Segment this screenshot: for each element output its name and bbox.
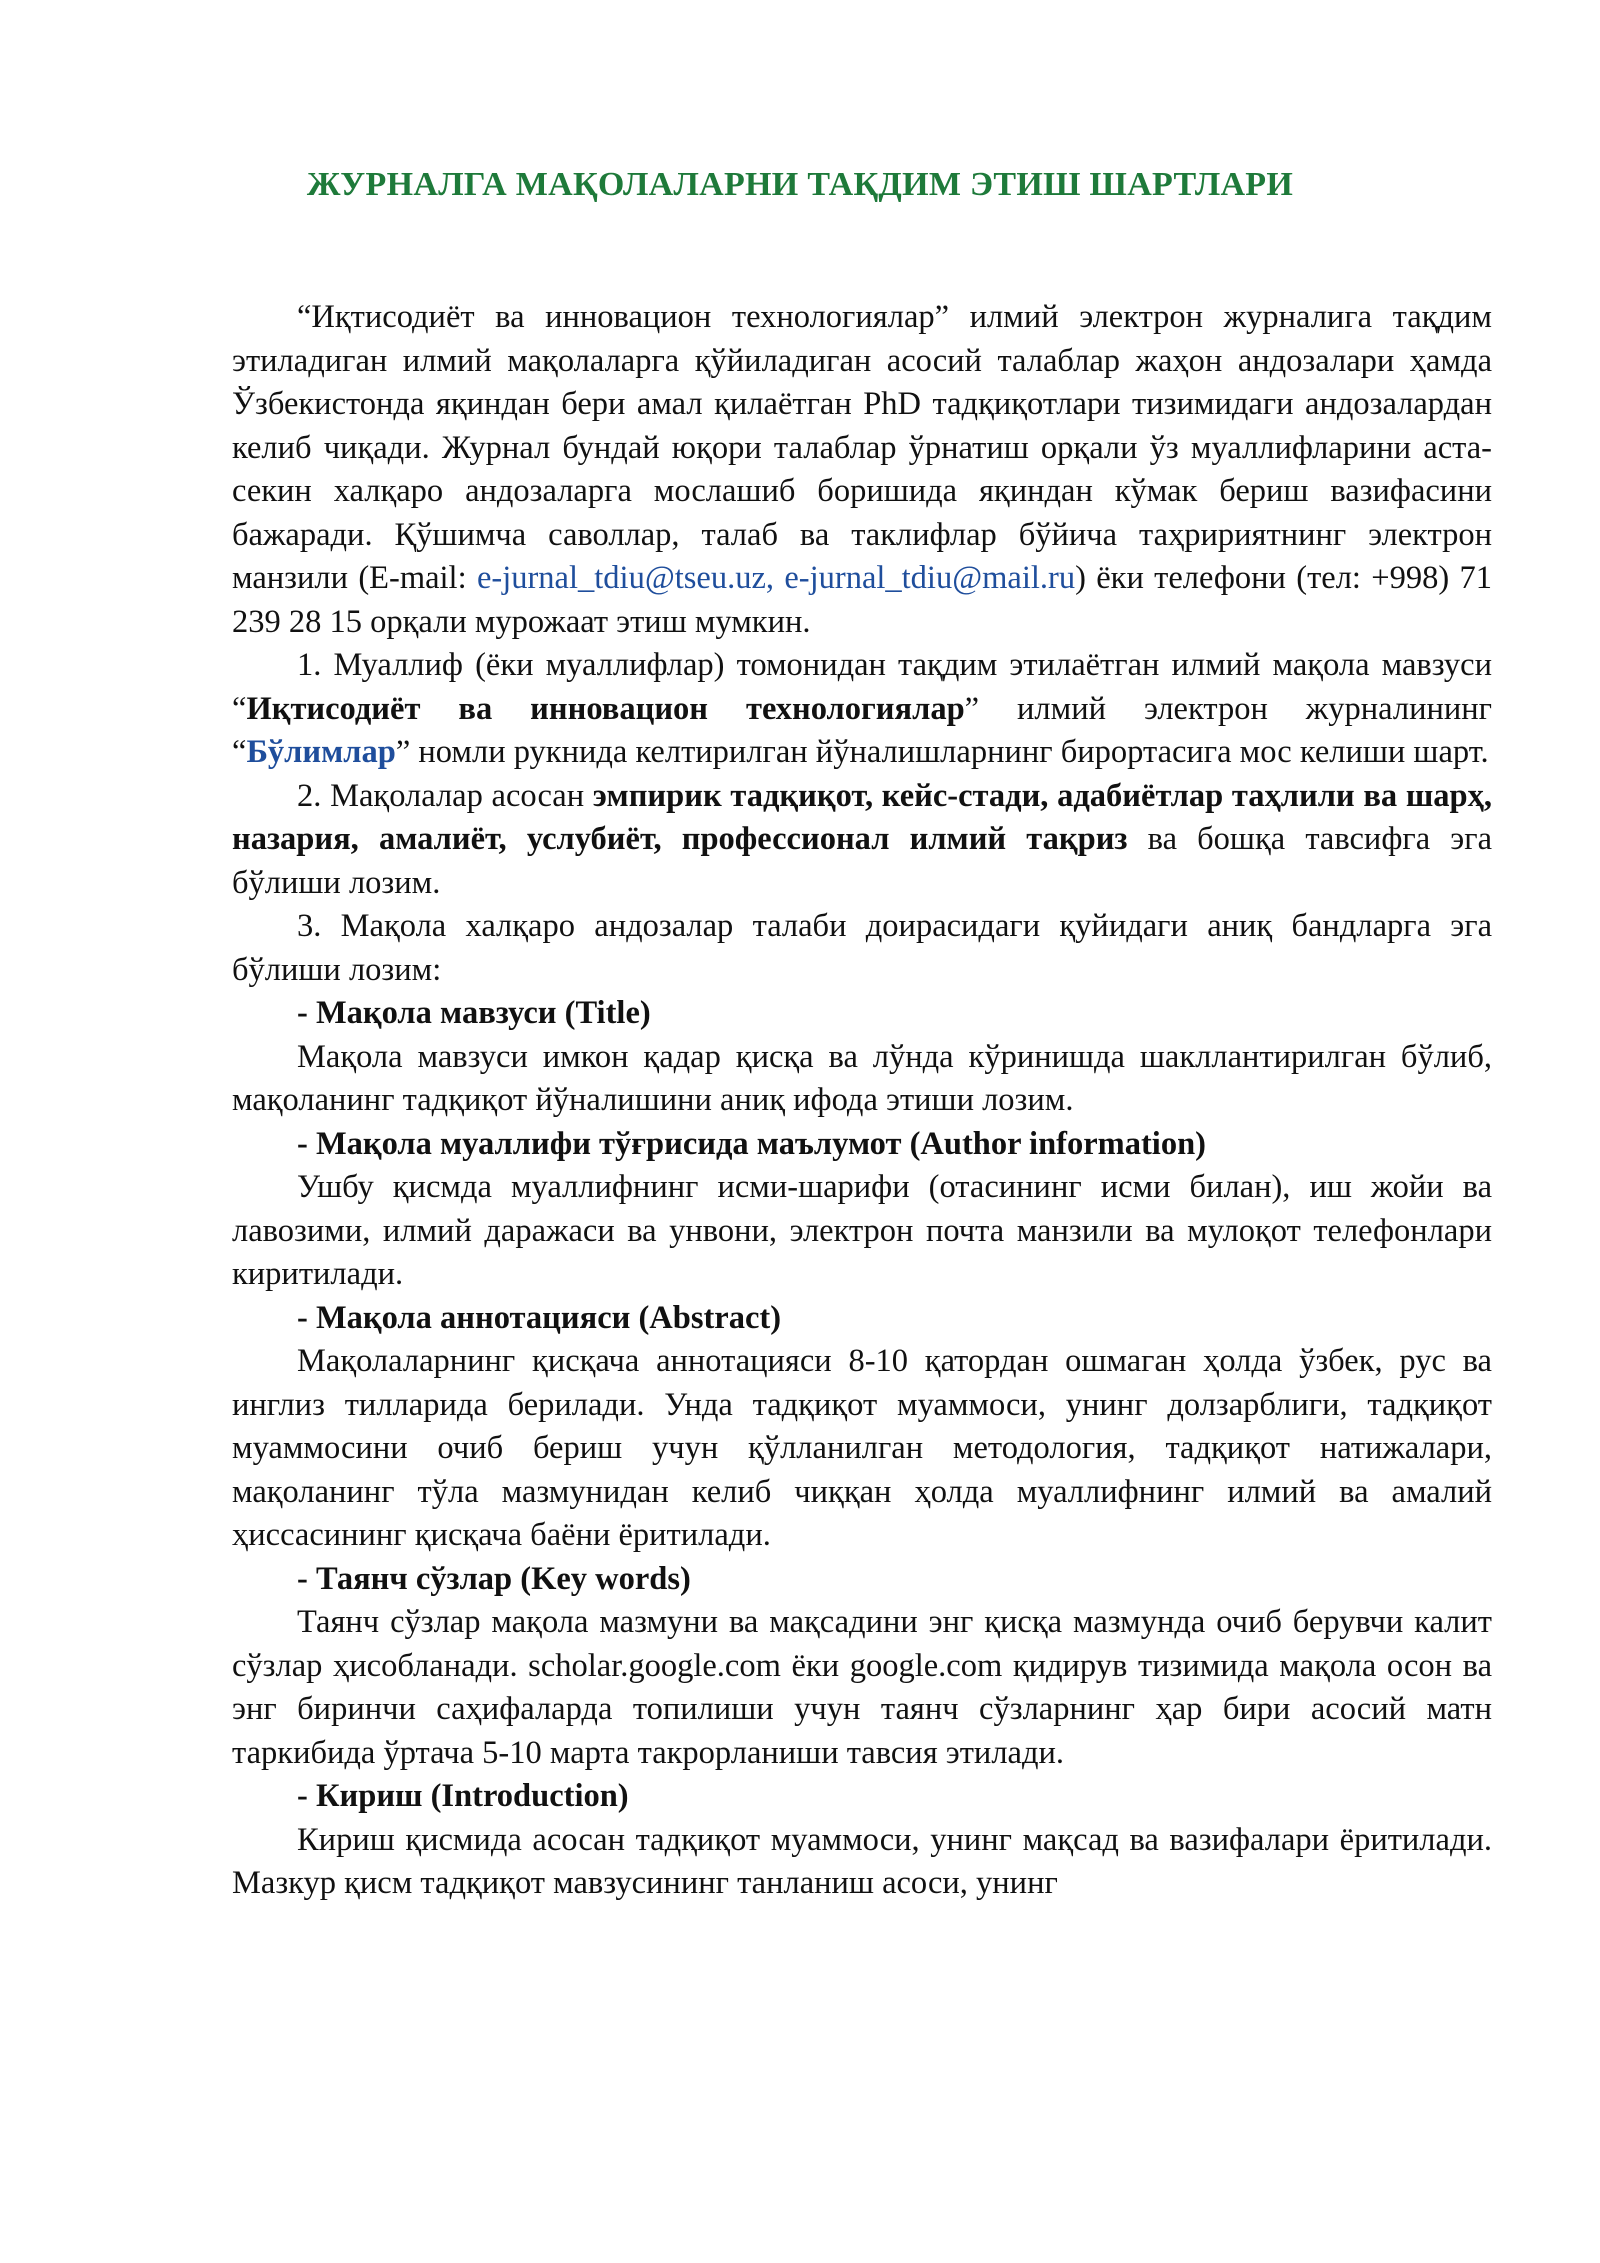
page-title: ЖУРНАЛГА МАҚОЛАЛАРНИ ТАҚДИМ ЭТИШ ШАРТЛАРИ	[306, 166, 1294, 203]
section-heading-keywords: - Таянч сўзлар (Key words)	[297, 1560, 691, 1597]
requirement-item-2	[232, 775, 1492, 906]
item1-text-mid: ” илмий электрон журналининг “	[232, 690, 1492, 770]
intro-text-end: ) ёки телефони (тел: +998) 71 239 28 15 орқали мурожаат этиш мумкин.	[232, 560, 1493, 640]
email-links[interactable]: e-jurnal_tdiu@tseu.uz, e-jurnal_tdiu@mail.ru	[476, 560, 1076, 596]
article-types: эмпирик тадқиқот, кейс-стади, адабиётлар таҳлили ва шарҳ, назария, амалиёт, услубиёт, профессионал илмий тақриз	[232, 777, 1492, 857]
section-text-title: Мақола мавзуси имкон қадар қисқа ва лўнда кўринишда шакллантирилган бўлиб, мақоланинг тадқиқот йўналишини аниқ ифода этиши лозим.	[232, 1038, 1492, 1118]
journal-name: Иқтисодиёт ва инновацион технологиялар	[246, 690, 965, 727]
sections-link[interactable]: Бўлимлар	[246, 734, 396, 770]
item2-text: 2. Мақолалар асосан	[297, 777, 593, 814]
section-heading-author: - Мақола муаллифи тўғрисида маълумот (Author information)	[297, 1125, 1206, 1162]
section-text-keywords: Таянч сўзлар мақола мазмуни ва мақсадини энг қисқа мазмунда очиб берувчи калит сўзлар ҳисобланади. scholar.google.com ёки google.com қидирув тизимида мақола осон ва энг биринчи саҳифаларда топилиши учун таянч сўзларнинг ҳар бири асосий матн таркибида ўртача 5-10 марта такрорланиши тавсия этилади.	[232, 1604, 1492, 1771]
section-text-introduction: Кириш қисмида асосан тадқиқот муаммоси, унинг мақсад ва вазифалари ёритилади. Мазкур қисм тадқиқот мавзусининг танланиш асоси, унинг	[232, 1821, 1492, 1901]
section-text-author: Ушбу қисмда муаллифнинг исми-шарифи (отасининг исми билан), иш жойи ва лавозими, илмий даражаси ва унвони, электрон почта манзили ва мулоқот телефонлари киритилади.	[232, 1169, 1492, 1292]
intro-paragraph	[232, 296, 1492, 644]
section-heading-title: - Мақола мавзуси (Title)	[297, 995, 651, 1031]
item2-text-end: ва бошқа тавсифга эга бўлиши лозим.	[232, 821, 1492, 901]
item1-text: 1. Муаллиф (ёки муаллифлар) томонидан тақдим этилаётган илмий мақола мавзуси “	[232, 647, 1492, 727]
section-heading-introduction: - Кириш (Introduction)	[297, 1778, 629, 1814]
requirement-item-3: 3. Мақола халқаро андозалар талаби доирасидаги қуйидаги аниқ бандларга эга бўлиши лозим:	[232, 908, 1492, 988]
requirement-item-1	[232, 644, 1492, 775]
item1-text-end: ” номли рукнида келтирилган йўналишларнинг бирортасига мос келиши шарт.	[395, 734, 1489, 770]
section-text-abstract: Мақолаларнинг қисқача аннотацияси 8-10 қатордан ошмаган ҳолда ўзбек, рус ва инглиз тилларида берилади. Унда тадқиқот муаммоси, унинг долзарблиги, тадқиқот муаммосини очиб бериш учун қўлланилган методология, тадқиқот натижалари, мақоланинг тўла мазмунидан келиб чиққан ҳолда муаллифнинг илмий ва амалий ҳиссасининг қисқача баёни ёритилади.	[232, 1343, 1492, 1553]
document-body	[232, 296, 1492, 1906]
intro-text: “Иқтисодиёт ва инновацион технологиялар” илмий электрон журналига тақдим этиладиган илмий мақолаларга қўйиладиган асосий талаблар жаҳон андозалари ҳамда Ўзбекистонда яқиндан бери амал қилаётган PhD тадқиқотлари тизимидаги андозалардан келиб чиқади. Журнал бундай юқори талаблар ўрнатиш орқали ўз муаллифларини аста-секин халқаро андозаларга мослашиб боришида яқиндан кўмак бериш вазифасини бажаради. Қўшимча саволлар, талаб ва таклифлар бўйича таҳририятнинг электрон манзили (E-mail:	[232, 299, 1492, 596]
section-heading-abstract: - Мақола аннотацияси (Abstract)	[297, 1299, 782, 1336]
